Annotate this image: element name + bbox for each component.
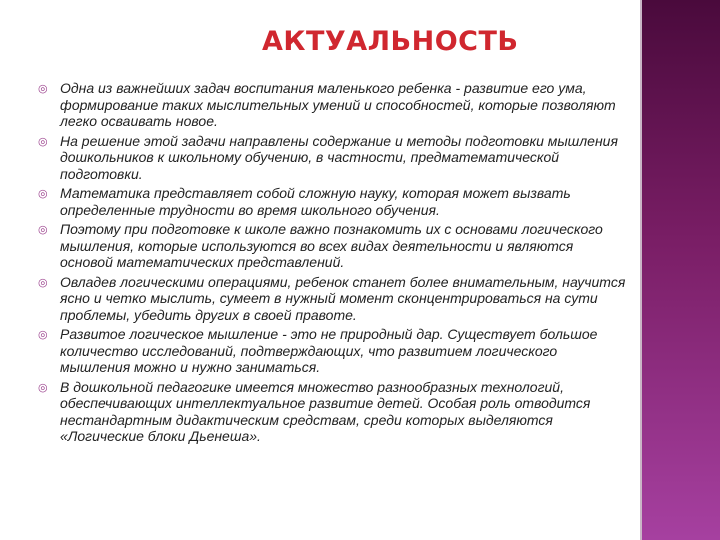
list-item: [38, 185, 628, 218]
bullet-text: В дошкольной педагогике имеется множество разнообразных технологий, обеспечивающих интеллектуальное развитие детей. Особая роль отводится нестандартным дидактическим средствам, среди которых выделяются «Логические блоки Дьенеша».: [60, 378, 591, 444]
circle-bullet-icon: ◎: [38, 188, 48, 200]
bullet-text: Овладев логическими операциями, ребенок станет более внимательным, научится ясно и четко мыслить, сумеет в нужный момент сконцентрироваться на сути проблемы, убедить других в своей правоте.: [60, 273, 626, 323]
list-item: [38, 221, 628, 271]
list-item: [38, 80, 628, 130]
bullet-list: [38, 80, 628, 448]
slide-title: АКТУАЛЬНОСТЬ: [262, 26, 519, 57]
circle-bullet-icon: ◎: [38, 381, 48, 394]
circle-bullet-icon: ◎: [38, 329, 48, 341]
circle-bullet-icon: ◎: [38, 83, 48, 95]
circle-bullet-icon: ◎: [38, 276, 48, 289]
list-item: [38, 379, 628, 445]
decorative-side-band: [642, 0, 720, 540]
bullet-text: Математика представляет собой сложную науку, которая может вызвать определенные трудности во время школьного обучения.: [60, 185, 571, 218]
list-item: [38, 326, 628, 376]
circle-bullet-icon: ◎: [38, 135, 48, 148]
bullet-text: Развитое логическое мышление - это не природный дар. Существует большое количество исследований, подтверждающих, что развитием логического мышления можно и нужно заниматься.: [60, 326, 598, 375]
bullet-text: Поэтому при подготовке к школе важно познакомить их с основами логического мышления, которые используются во всех видах деятельности и являются основой математических представлений.: [60, 221, 603, 270]
bullet-text: Одна из важнейших задач воспитания маленького ребенка - развитие его ума, формирование таких мыслительных умений и способностей, которые позволяют легко осваивать новое.: [60, 80, 616, 129]
circle-bullet-icon: ◎: [38, 224, 48, 236]
list-item: [38, 133, 628, 183]
list-item: [38, 274, 628, 324]
bullet-text: На решение этой задачи направлены содержание и методы подготовки мышления дошкольников к школьному обучению, в частности, предматематической подготовки.: [60, 132, 618, 182]
